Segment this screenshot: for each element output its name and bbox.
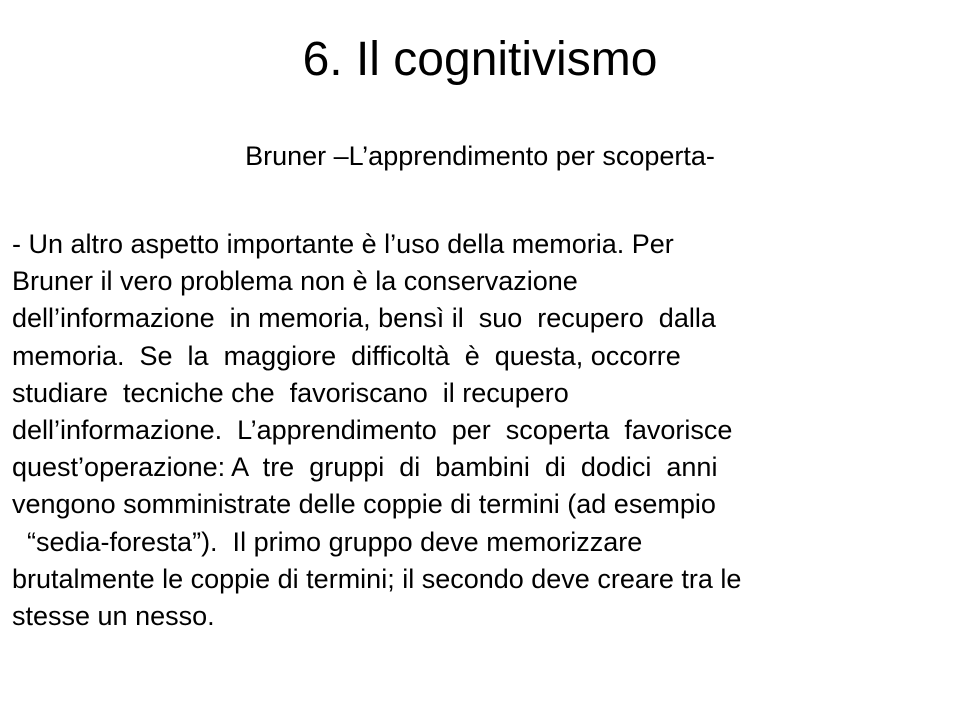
body-line: dell’informazione. L’apprendimento per scoperta favorisce: [12, 415, 733, 446]
body-line: stesse un nesso.: [12, 601, 215, 632]
slide-title: 6. Il cognitivismo: [302, 33, 658, 86]
body-line: Bruner il vero problema non è la conservazione: [12, 266, 578, 297]
body-line: - Un altro aspetto importante è l’uso della memoria. Per: [12, 229, 674, 259]
body-text: [12, 226, 952, 635]
slide-subtitle: Bruner –L’apprendimento per scoperta-: [245, 141, 715, 171]
body-line: memoria. Se la maggiore difficoltà è questa, occorre: [12, 340, 681, 371]
body-line: studiare tecniche che favoriscano il recupero: [12, 377, 569, 408]
body-line: quest’operazione: A tre gruppi di bambini di dodici anni: [12, 452, 718, 483]
body-line: brutalmente le coppie di termini; il secondo deve creare tra le: [12, 563, 742, 594]
body-line: “sedia-foresta”). Il primo gruppo deve memorizzare: [12, 526, 643, 557]
body-line: vengono somministrate delle coppie di termini (ad esempio: [12, 489, 716, 520]
body-line: dell’informazione in memoria, bensì il suo recupero dalla: [12, 303, 716, 334]
